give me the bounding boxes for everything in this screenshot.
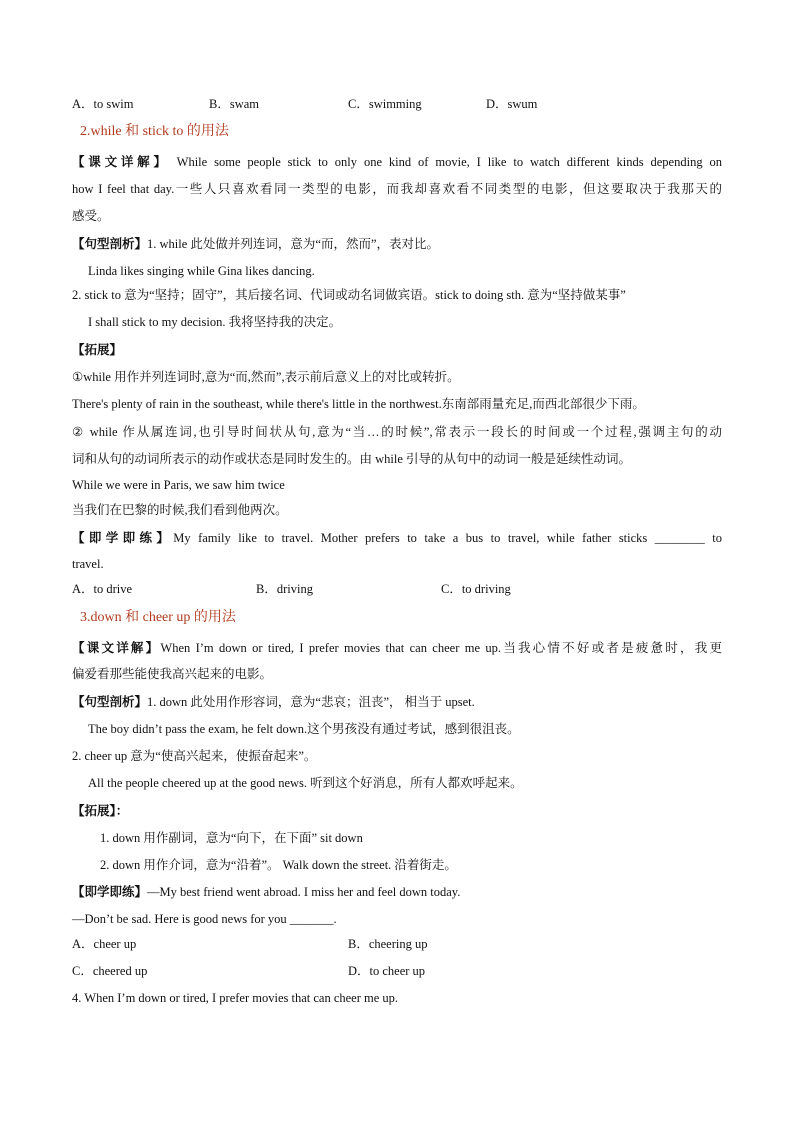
tag-label: 【即学即练】: [72, 885, 148, 899]
option-b: B．swam: [209, 97, 260, 111]
section-heading: 2.while 和 stick to 的用法: [80, 124, 229, 139]
example-sentence: All the people cheered up at the good news. 听到这个好消息，所有人都欢呼起来。: [88, 776, 523, 790]
text-content: travel.: [72, 557, 104, 571]
tag-label: 【句型剖析】: [72, 695, 148, 709]
option-a: A．cheer up: [72, 937, 137, 951]
text-content: —Don’t be sad. Here is good news for you _______.: [72, 912, 337, 926]
text-content: 偏爱看那些能使我高兴起来的电影。: [72, 667, 273, 681]
text-content: 感受。: [72, 209, 110, 223]
tag-label: 【课文详解】: [72, 641, 161, 655]
practice-question: [72, 530, 722, 546]
example-sentence: The boy didn’t pass the exam, he felt down.这个男孩没有通过考试，感到很沮丧。: [88, 722, 520, 736]
practice-question: [72, 884, 460, 900]
tag-label: 【课文详解】: [72, 155, 170, 169]
option-b: B．driving: [256, 582, 313, 596]
text-content: When I’m down or tired, I prefer movies that can cheer me up.当我心情不好或者是疲惫时，我更: [160, 641, 722, 655]
text-content: ② while 作从属连词,也引导时间状从句,意为“当…的时候”,常表示一段长的时间或一个过程,强调主句的动: [72, 425, 722, 439]
text-content: 2. down 用作介词，意为“沿着”。 Walk down the street. 沿着街走。: [100, 858, 457, 872]
tag-label: 【句型剖析】: [72, 237, 148, 251]
text-content: ①while 用作并列连词时,意为“而,然而”,表示前后意义上的对比或转折。: [72, 370, 460, 384]
text-content: —My best friend went abroad. I miss her and feel down today.: [147, 885, 461, 899]
analysis-line: [72, 236, 439, 252]
text-detail: [72, 640, 722, 656]
option-c: C．cheered up: [72, 964, 148, 978]
example-sentence: While we were in Paris, we saw him twice: [72, 478, 285, 492]
analysis-line: [72, 694, 475, 710]
example-sentence: I shall stick to my decision. 我将坚持我的决定。: [88, 315, 342, 329]
text-detail: [72, 154, 722, 170]
text-content: My family like to travel. Mother prefers to take a bus to travel, while father sticks ________ to: [173, 531, 722, 545]
text-content: While some people stick to only one kind of movie, I like to watch different kinds depending on: [169, 155, 722, 169]
text-content: 2. cheer up 意为“使高兴起来，使振奋起来”。: [72, 749, 317, 763]
text-content: 1. down 用作副词，意为“向下，在下面” sit down: [100, 831, 363, 845]
option-d: D．to cheer up: [348, 964, 426, 978]
text-content: 4. When I’m down or tired, I prefer movies that can cheer me up.: [72, 991, 399, 1005]
tag-label: 【拓展】: [72, 343, 123, 357]
text-content: how I feel that day.一些人只喜欢看同一类型的电影，而我却喜欢看不同类型的电影，但这要取决于我那天的: [72, 182, 722, 196]
tag-label: 【拓展】：: [72, 804, 129, 818]
option-b: B．cheering up: [348, 937, 428, 951]
tag-label: 【即学即练】: [72, 531, 174, 545]
example-sentence: Linda likes singing while Gina likes dancing.: [88, 264, 315, 278]
section-heading: 3.down 和 cheer up 的用法: [80, 610, 236, 625]
text-content: 2. stick to 意为“坚持；固守”，其后接名词、代词或动名词做宾语。stick to doing sth. 意为“坚持做某事”: [72, 288, 626, 302]
text-content: 1. down 此处用作形容词，意为“悲哀；沮丧”， 相当于 upset.: [147, 695, 475, 709]
option-c: C．swimming: [348, 97, 422, 111]
option-c: C．to driving: [441, 582, 511, 596]
option-d: D．swum: [486, 97, 538, 111]
option-a: A．to drive: [72, 582, 133, 596]
example-sentence: There's plenty of rain in the southeast, while there's little in the northwest.东南部雨量充足,而西北部很少下雨。: [72, 397, 645, 411]
option-a: A．to swim: [72, 97, 134, 111]
text-content: 1. while 此处做并列连词，意为“而，然而”，表对比。: [147, 237, 440, 251]
example-translation: 当我们在巴黎的时候,我们看到他两次。: [72, 503, 288, 517]
text-content: 词和从句的动词所表示的动作或状态是同时发生的。由 while 引导的从句中的动词一般是延续性动词。: [72, 452, 632, 466]
